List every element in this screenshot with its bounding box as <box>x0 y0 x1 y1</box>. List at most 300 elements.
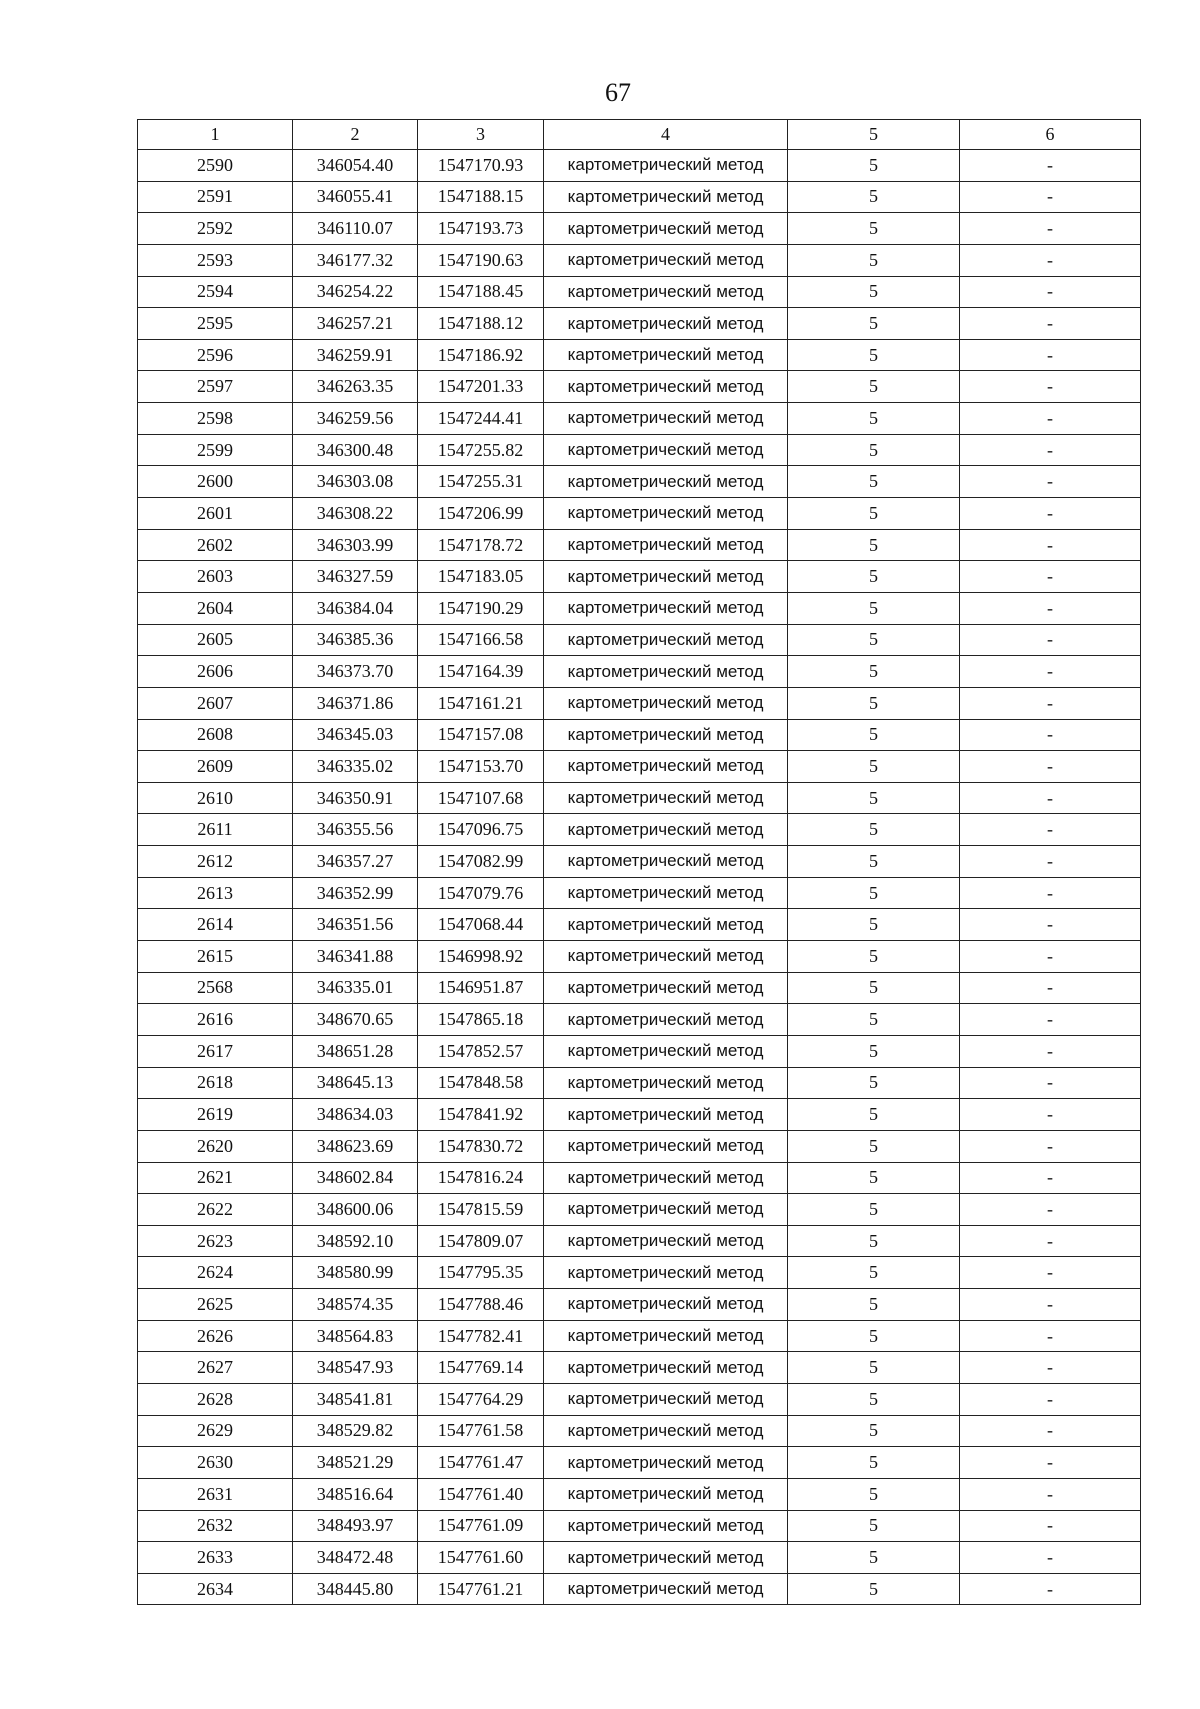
accuracy-cell: 5 <box>788 1257 960 1289</box>
table-row <box>138 150 1141 182</box>
note-cell: - <box>960 592 1141 624</box>
accuracy-cell: 5 <box>788 751 960 783</box>
method-cell: картометрический метод <box>544 181 788 213</box>
page-number: 67 <box>605 78 631 107</box>
accuracy-cell: 5 <box>788 656 960 688</box>
table-row <box>138 941 1141 973</box>
accuracy-cell: 5 <box>788 434 960 466</box>
table-row <box>138 877 1141 909</box>
method-cell: картометрический метод <box>544 877 788 909</box>
point-number-cell: 2613 <box>138 877 293 909</box>
x-coordinate-cell: 346371.86 <box>293 687 418 719</box>
x-coordinate-cell: 346335.02 <box>293 751 418 783</box>
accuracy-cell: 5 <box>788 1573 960 1605</box>
accuracy-cell: 5 <box>788 1162 960 1194</box>
point-number-cell: 2622 <box>138 1194 293 1226</box>
accuracy-cell: 5 <box>788 1130 960 1162</box>
x-coordinate-cell: 346263.35 <box>293 371 418 403</box>
y-coordinate-cell: 1547815.59 <box>418 1194 544 1226</box>
method-cell: картометрический метод <box>544 371 788 403</box>
method-cell: картометрический метод <box>544 1542 788 1574</box>
x-coordinate-cell: 346327.59 <box>293 561 418 593</box>
accuracy-cell: 5 <box>788 1415 960 1447</box>
accuracy-cell: 5 <box>788 1035 960 1067</box>
accuracy-cell: 5 <box>788 1099 960 1131</box>
method-cell: картометрический метод <box>544 434 788 466</box>
y-coordinate-cell: 1547170.93 <box>418 150 544 182</box>
note-cell: - <box>960 1257 1141 1289</box>
method-cell: картометрический метод <box>544 624 788 656</box>
accuracy-cell: 5 <box>788 1004 960 1036</box>
table-row <box>138 498 1141 530</box>
accuracy-cell: 5 <box>788 624 960 656</box>
y-coordinate-cell: 1547188.12 <box>418 308 544 340</box>
note-cell: - <box>960 846 1141 878</box>
y-coordinate-cell: 1547761.47 <box>418 1447 544 1479</box>
point-number-cell: 2616 <box>138 1004 293 1036</box>
y-coordinate-cell: 1547190.63 <box>418 244 544 276</box>
column-header: 6 <box>960 120 1141 150</box>
table-row <box>138 1510 1141 1542</box>
method-cell: картометрический метод <box>544 276 788 308</box>
x-coordinate-cell: 348580.99 <box>293 1257 418 1289</box>
x-coordinate-cell: 346308.22 <box>293 498 418 530</box>
note-cell: - <box>960 1194 1141 1226</box>
y-coordinate-cell: 1547761.58 <box>418 1415 544 1447</box>
point-number-cell: 2595 <box>138 308 293 340</box>
point-number-cell: 2623 <box>138 1225 293 1257</box>
y-coordinate-cell: 1547809.07 <box>418 1225 544 1257</box>
point-number-cell: 2606 <box>138 656 293 688</box>
y-coordinate-cell: 1547244.41 <box>418 403 544 435</box>
note-cell: - <box>960 1542 1141 1574</box>
note-cell: - <box>960 150 1141 182</box>
method-cell: картометрический метод <box>544 1573 788 1605</box>
x-coordinate-cell: 346300.48 <box>293 434 418 466</box>
accuracy-cell: 5 <box>788 1383 960 1415</box>
y-coordinate-cell: 1547178.72 <box>418 529 544 561</box>
note-cell: - <box>960 687 1141 719</box>
note-cell: - <box>960 782 1141 814</box>
accuracy-cell: 5 <box>788 909 960 941</box>
x-coordinate-cell: 348645.13 <box>293 1067 418 1099</box>
method-cell: картометрический метод <box>544 909 788 941</box>
x-coordinate-cell: 346257.21 <box>293 308 418 340</box>
x-coordinate-cell: 346385.36 <box>293 624 418 656</box>
accuracy-cell: 5 <box>788 1447 960 1479</box>
point-number-cell: 2600 <box>138 466 293 498</box>
table-row <box>138 1542 1141 1574</box>
table-row <box>138 1035 1141 1067</box>
method-cell: картометрический метод <box>544 1067 788 1099</box>
x-coordinate-cell: 346345.03 <box>293 719 418 751</box>
note-cell: - <box>960 181 1141 213</box>
note-cell: - <box>960 941 1141 973</box>
y-coordinate-cell: 1547206.99 <box>418 498 544 530</box>
point-number-cell: 2611 <box>138 814 293 846</box>
point-number-cell: 2603 <box>138 561 293 593</box>
y-coordinate-cell: 1547761.09 <box>418 1510 544 1542</box>
table-row <box>138 656 1141 688</box>
point-number-cell: 2612 <box>138 846 293 878</box>
table-row <box>138 1383 1141 1415</box>
table-row <box>138 181 1141 213</box>
accuracy-cell: 5 <box>788 1510 960 1542</box>
x-coordinate-cell: 346303.08 <box>293 466 418 498</box>
point-number-cell: 2629 <box>138 1415 293 1447</box>
method-cell: картометрический метод <box>544 719 788 751</box>
point-number-cell: 2625 <box>138 1289 293 1321</box>
accuracy-cell: 5 <box>788 498 960 530</box>
point-number-cell: 2624 <box>138 1257 293 1289</box>
note-cell: - <box>960 371 1141 403</box>
y-coordinate-cell: 1547782.41 <box>418 1320 544 1352</box>
y-coordinate-cell: 1547764.29 <box>418 1383 544 1415</box>
method-cell: картометрический метод <box>544 656 788 688</box>
method-cell: картометрический метод <box>544 561 788 593</box>
y-coordinate-cell: 1547788.46 <box>418 1289 544 1321</box>
table-row <box>138 687 1141 719</box>
note-cell: - <box>960 1035 1141 1067</box>
x-coordinate-cell: 348600.06 <box>293 1194 418 1226</box>
table-row <box>138 1257 1141 1289</box>
point-number-cell: 2615 <box>138 941 293 973</box>
method-cell: картометрический метод <box>544 1352 788 1384</box>
note-cell: - <box>960 814 1141 846</box>
y-coordinate-cell: 1547841.92 <box>418 1099 544 1131</box>
accuracy-cell: 5 <box>788 181 960 213</box>
x-coordinate-cell: 346055.41 <box>293 181 418 213</box>
method-cell: картометрический метод <box>544 150 788 182</box>
accuracy-cell: 5 <box>788 244 960 276</box>
table-row <box>138 561 1141 593</box>
note-cell: - <box>960 656 1141 688</box>
note-cell: - <box>960 1320 1141 1352</box>
method-cell: картометрический метод <box>544 782 788 814</box>
method-cell: картометрический метод <box>544 751 788 783</box>
x-coordinate-cell: 348634.03 <box>293 1099 418 1131</box>
accuracy-cell: 5 <box>788 339 960 371</box>
point-number-cell: 2601 <box>138 498 293 530</box>
x-coordinate-cell: 348445.80 <box>293 1573 418 1605</box>
method-cell: картометрический метод <box>544 1289 788 1321</box>
point-number-cell: 2610 <box>138 782 293 814</box>
y-coordinate-cell: 1547865.18 <box>418 1004 544 1036</box>
method-cell: картометрический метод <box>544 403 788 435</box>
y-coordinate-cell: 1547201.33 <box>418 371 544 403</box>
y-coordinate-cell: 1547848.58 <box>418 1067 544 1099</box>
y-coordinate-cell: 1547193.73 <box>418 213 544 245</box>
accuracy-cell: 5 <box>788 687 960 719</box>
method-cell: картометрический метод <box>544 213 788 245</box>
accuracy-cell: 5 <box>788 1194 960 1226</box>
y-coordinate-cell: 1547183.05 <box>418 561 544 593</box>
point-number-cell: 2618 <box>138 1067 293 1099</box>
x-coordinate-cell: 348529.82 <box>293 1415 418 1447</box>
table-row <box>138 1289 1141 1321</box>
y-coordinate-cell: 1546951.87 <box>418 972 544 1004</box>
method-cell: картометрический метод <box>544 1130 788 1162</box>
column-header: 4 <box>544 120 788 150</box>
method-cell: картометрический метод <box>544 1320 788 1352</box>
accuracy-cell: 5 <box>788 782 960 814</box>
table-row <box>138 814 1141 846</box>
table-row <box>138 1067 1141 1099</box>
method-cell: картометрический метод <box>544 1099 788 1131</box>
y-coordinate-cell: 1547082.99 <box>418 846 544 878</box>
note-cell: - <box>960 308 1141 340</box>
accuracy-cell: 5 <box>788 1289 960 1321</box>
accuracy-cell: 5 <box>788 1225 960 1257</box>
point-number-cell: 2598 <box>138 403 293 435</box>
y-coordinate-cell: 1547795.35 <box>418 1257 544 1289</box>
point-number-cell: 2634 <box>138 1573 293 1605</box>
accuracy-cell: 5 <box>788 1352 960 1384</box>
point-number-cell: 2597 <box>138 371 293 403</box>
accuracy-cell: 5 <box>788 1320 960 1352</box>
note-cell: - <box>960 1099 1141 1131</box>
point-number-cell: 2605 <box>138 624 293 656</box>
note-cell: - <box>960 1383 1141 1415</box>
x-coordinate-cell: 346350.91 <box>293 782 418 814</box>
method-cell: картометрический метод <box>544 1004 788 1036</box>
y-coordinate-cell: 1547107.68 <box>418 782 544 814</box>
method-cell: картометрический метод <box>544 941 788 973</box>
table-row <box>138 592 1141 624</box>
table-row <box>138 371 1141 403</box>
point-number-cell: 2609 <box>138 751 293 783</box>
accuracy-cell: 5 <box>788 1542 960 1574</box>
note-cell: - <box>960 1067 1141 1099</box>
point-number-cell: 2607 <box>138 687 293 719</box>
point-number-cell: 2608 <box>138 719 293 751</box>
accuracy-cell: 5 <box>788 592 960 624</box>
method-cell: картометрический метод <box>544 466 788 498</box>
accuracy-cell: 5 <box>788 403 960 435</box>
note-cell: - <box>960 719 1141 751</box>
point-number-cell: 2614 <box>138 909 293 941</box>
method-cell: картометрический метод <box>544 1383 788 1415</box>
table-row <box>138 276 1141 308</box>
note-cell: - <box>960 213 1141 245</box>
method-cell: картометрический метод <box>544 1225 788 1257</box>
note-cell: - <box>960 1352 1141 1384</box>
y-coordinate-cell: 1547190.29 <box>418 592 544 624</box>
point-number-cell: 2619 <box>138 1099 293 1131</box>
note-cell: - <box>960 1225 1141 1257</box>
point-number-cell: 2568 <box>138 972 293 1004</box>
x-coordinate-cell: 346355.56 <box>293 814 418 846</box>
table-row <box>138 1194 1141 1226</box>
column-header: 2 <box>293 120 418 150</box>
accuracy-cell: 5 <box>788 941 960 973</box>
note-cell: - <box>960 466 1141 498</box>
accuracy-cell: 5 <box>788 877 960 909</box>
table-row <box>138 751 1141 783</box>
accuracy-cell: 5 <box>788 466 960 498</box>
point-number-cell: 2628 <box>138 1383 293 1415</box>
method-cell: картометрический метод <box>544 687 788 719</box>
column-header: 5 <box>788 120 960 150</box>
x-coordinate-cell: 346303.99 <box>293 529 418 561</box>
y-coordinate-cell: 1546998.92 <box>418 941 544 973</box>
table-row <box>138 1573 1141 1605</box>
point-number-cell: 2596 <box>138 339 293 371</box>
note-cell: - <box>960 751 1141 783</box>
method-cell: картометрический метод <box>544 1162 788 1194</box>
accuracy-cell: 5 <box>788 846 960 878</box>
note-cell: - <box>960 1510 1141 1542</box>
note-cell: - <box>960 276 1141 308</box>
y-coordinate-cell: 1547255.31 <box>418 466 544 498</box>
table-row <box>138 1478 1141 1510</box>
table-row <box>138 1352 1141 1384</box>
x-coordinate-cell: 346177.32 <box>293 244 418 276</box>
method-cell: картометрический метод <box>544 339 788 371</box>
table-row <box>138 846 1141 878</box>
x-coordinate-cell: 346054.40 <box>293 150 418 182</box>
y-coordinate-cell: 1547816.24 <box>418 1162 544 1194</box>
note-cell: - <box>960 561 1141 593</box>
point-number-cell: 2626 <box>138 1320 293 1352</box>
point-number-cell: 2633 <box>138 1542 293 1574</box>
note-cell: - <box>960 1447 1141 1479</box>
note-cell: - <box>960 909 1141 941</box>
y-coordinate-cell: 1547153.70 <box>418 751 544 783</box>
note-cell: - <box>960 1478 1141 1510</box>
x-coordinate-cell: 346352.99 <box>293 877 418 909</box>
x-coordinate-cell: 346373.70 <box>293 656 418 688</box>
table-row <box>138 909 1141 941</box>
y-coordinate-cell: 1547769.14 <box>418 1352 544 1384</box>
point-number-cell: 2620 <box>138 1130 293 1162</box>
table-row <box>138 213 1141 245</box>
table-row <box>138 1162 1141 1194</box>
method-cell: картометрический метод <box>544 1478 788 1510</box>
table-row <box>138 434 1141 466</box>
accuracy-cell: 5 <box>788 213 960 245</box>
point-number-cell: 2592 <box>138 213 293 245</box>
x-coordinate-cell: 348592.10 <box>293 1225 418 1257</box>
method-cell: картометрический метод <box>544 972 788 1004</box>
accuracy-cell: 5 <box>788 972 960 1004</box>
note-cell: - <box>960 529 1141 561</box>
y-coordinate-cell: 1547255.82 <box>418 434 544 466</box>
point-number-cell: 2630 <box>138 1447 293 1479</box>
x-coordinate-cell: 346341.88 <box>293 941 418 973</box>
table-row <box>138 972 1141 1004</box>
accuracy-cell: 5 <box>788 719 960 751</box>
point-number-cell: 2594 <box>138 276 293 308</box>
x-coordinate-cell: 348574.35 <box>293 1289 418 1321</box>
point-number-cell: 2631 <box>138 1478 293 1510</box>
table-row <box>138 782 1141 814</box>
x-coordinate-cell: 348547.93 <box>293 1352 418 1384</box>
y-coordinate-cell: 1547761.40 <box>418 1478 544 1510</box>
table-row <box>138 403 1141 435</box>
accuracy-cell: 5 <box>788 814 960 846</box>
y-coordinate-cell: 1547079.76 <box>418 877 544 909</box>
table-row <box>138 1447 1141 1479</box>
y-coordinate-cell: 1547096.75 <box>418 814 544 846</box>
point-number-cell: 2599 <box>138 434 293 466</box>
point-number-cell: 2590 <box>138 150 293 182</box>
coordinates-table <box>137 119 1141 1605</box>
y-coordinate-cell: 1547068.44 <box>418 909 544 941</box>
accuracy-cell: 5 <box>788 1478 960 1510</box>
accuracy-cell: 5 <box>788 308 960 340</box>
y-coordinate-cell: 1547166.58 <box>418 624 544 656</box>
note-cell: - <box>960 624 1141 656</box>
x-coordinate-cell: 346259.91 <box>293 339 418 371</box>
y-coordinate-cell: 1547157.08 <box>418 719 544 751</box>
accuracy-cell: 5 <box>788 150 960 182</box>
y-coordinate-cell: 1547164.39 <box>418 656 544 688</box>
note-cell: - <box>960 1004 1141 1036</box>
note-cell: - <box>960 403 1141 435</box>
point-number-cell: 2593 <box>138 244 293 276</box>
accuracy-cell: 5 <box>788 529 960 561</box>
x-coordinate-cell: 346110.07 <box>293 213 418 245</box>
method-cell: картометрический метод <box>544 1415 788 1447</box>
y-coordinate-cell: 1547186.92 <box>418 339 544 371</box>
table-header-row <box>138 120 1141 150</box>
table-row <box>138 466 1141 498</box>
method-cell: картометрический метод <box>544 846 788 878</box>
method-cell: картометрический метод <box>544 498 788 530</box>
point-number-cell: 2621 <box>138 1162 293 1194</box>
table-body <box>138 120 1141 1605</box>
y-coordinate-cell: 1547761.21 <box>418 1573 544 1605</box>
point-number-cell: 2591 <box>138 181 293 213</box>
table-row <box>138 1415 1141 1447</box>
accuracy-cell: 5 <box>788 276 960 308</box>
y-coordinate-cell: 1547761.60 <box>418 1542 544 1574</box>
table-row <box>138 529 1141 561</box>
x-coordinate-cell: 348670.65 <box>293 1004 418 1036</box>
y-coordinate-cell: 1547161.21 <box>418 687 544 719</box>
table-row <box>138 624 1141 656</box>
note-cell: - <box>960 1289 1141 1321</box>
method-cell: картометрический метод <box>544 1257 788 1289</box>
method-cell: картометрический метод <box>544 1035 788 1067</box>
table-row <box>138 719 1141 751</box>
x-coordinate-cell: 348602.84 <box>293 1162 418 1194</box>
method-cell: картометрический метод <box>544 529 788 561</box>
method-cell: картометрический метод <box>544 1510 788 1542</box>
y-coordinate-cell: 1547830.72 <box>418 1130 544 1162</box>
note-cell: - <box>960 498 1141 530</box>
x-coordinate-cell: 346335.01 <box>293 972 418 1004</box>
note-cell: - <box>960 244 1141 276</box>
table-row <box>138 244 1141 276</box>
x-coordinate-cell: 348651.28 <box>293 1035 418 1067</box>
note-cell: - <box>960 1130 1141 1162</box>
x-coordinate-cell: 346384.04 <box>293 592 418 624</box>
y-coordinate-cell: 1547852.57 <box>418 1035 544 1067</box>
point-number-cell: 2632 <box>138 1510 293 1542</box>
x-coordinate-cell: 348623.69 <box>293 1130 418 1162</box>
table-row <box>138 1099 1141 1131</box>
accuracy-cell: 5 <box>788 1067 960 1099</box>
column-header: 1 <box>138 120 293 150</box>
point-number-cell: 2602 <box>138 529 293 561</box>
table-row <box>138 308 1141 340</box>
x-coordinate-cell: 346351.56 <box>293 909 418 941</box>
x-coordinate-cell: 346254.22 <box>293 276 418 308</box>
method-cell: картометрический метод <box>544 244 788 276</box>
column-header: 3 <box>418 120 544 150</box>
